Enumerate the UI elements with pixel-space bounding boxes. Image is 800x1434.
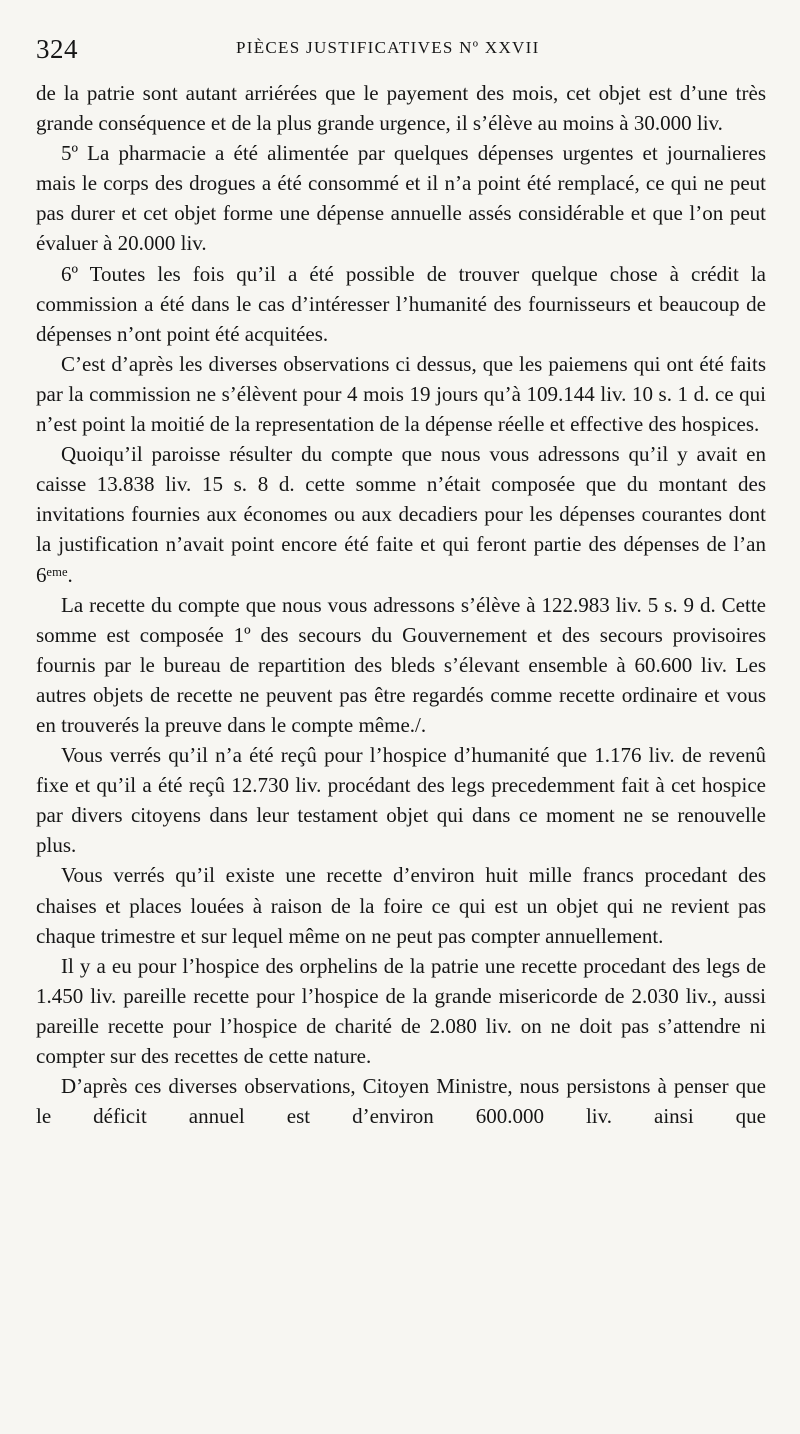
- paragraph-6: La recette du compte que nous vous adressons s’élève à 122.983 liv. 5 s. 9 d. Cette somme est composée 1º des secours du Gouvernement et des secours provisoires fournis par le bureau de repartition des bleds s’élevant ensemble à 60.600 liv. Les autres objets de recette ne peuvent pas être regardés comme recette ordinaire et vous en trouverés la preuve dans le compte même./.: [36, 592, 766, 737]
- paragraph-1: de la patrie sont autant arriérées que le payement des mois, cet objet est d’une très grande conséquence et de la plus grande urgence, il s’élève au moins à 30.000 liv.: [36, 81, 766, 136]
- page-number: 324: [36, 34, 78, 64]
- running-head: PIÈCES JUSTIFICATIVES Nº XXVII: [236, 38, 540, 57]
- paragraph-9: Il y a eu pour l’hospice des orphelins de la patrie une recette procedant des legs de 1.450 liv. pareille recette pour l’hospice de la grande misericorde de 2.030 liv., aussi pareille recette pour l’hospice de charité de 2.080 liv. on ne doit pas s’attendre ni compter sur des recettes de cette nature.: [36, 953, 766, 1068]
- document-page: [36, 30, 766, 1131]
- paragraph-8: Vous verrés qu’il existe une recette d’environ huit mille francs procedant des chaises et places louées à raison de la foire ce qui est un objet qui ne revient pas chaque trimestre et sur lequel même on ne peut pas compter annuellement.: [36, 863, 766, 948]
- paragraph-3: 6º Toutes les fois qu’il a été possible de trouver quelque chose à crédit la commission a été dans le cas d’intéresser l’humanité des fournisseurs et beaucoup de dépenses n’ont point été acquitées.: [36, 261, 766, 346]
- paragraph-7: Vous verrés qu’il n’a été reçû pour l’hospice d’humanité que 1.176 liv. de revenû fixe et qu’il a été reçû 12.730 liv. procédant des legs precedemment fait à cet hospice par divers citoyens dans leur testament objet qui dans ce moment ne se renouvelle plus.: [36, 743, 766, 858]
- paragraph-2: 5º La pharmacie a été alimentée par quelques dépenses urgentes et journalieres mais le corps des drogues a été consommé et il n’a point été remplacé, ce qui ne peut pas durer et cet objet forme une dépense annuelle assés considérable et que l’on peut évaluer à 20.000 liv.: [36, 141, 766, 256]
- page-header: [36, 30, 766, 66]
- paragraph-4: C’est d’après les diverses observations ci dessus, que les paiemens qui ont été faits par la commission ne s’élèvent pour 4 mois 19 jours qu’à 109.144 liv. 10 s. 1 d. ce qui n’est point la moitié de la representation de la dépense réelle et effective des hospices.: [36, 351, 766, 437]
- paragraph-10: D’après ces diverses observations, Citoyen Ministre, nous persistons à penser que le déficit annuel est d’environ 600.000 liv. ainsi que: [36, 1074, 766, 1129]
- paragraph-5: Quoiqu’il paroisse résulter du compte que nous vous adressons qu’il y avait en caisse 13.838 liv. 15 s. 8 d. cette somme n’était composée que du montant des invitations fournies aux économes ou aux decadiers pour les dépenses courantes dont la justification n’avait point encore été faite et qui feront partie des dépenses de l’an 6ᵉᵐᵉ.: [36, 442, 766, 587]
- body-text: [36, 78, 766, 1131]
